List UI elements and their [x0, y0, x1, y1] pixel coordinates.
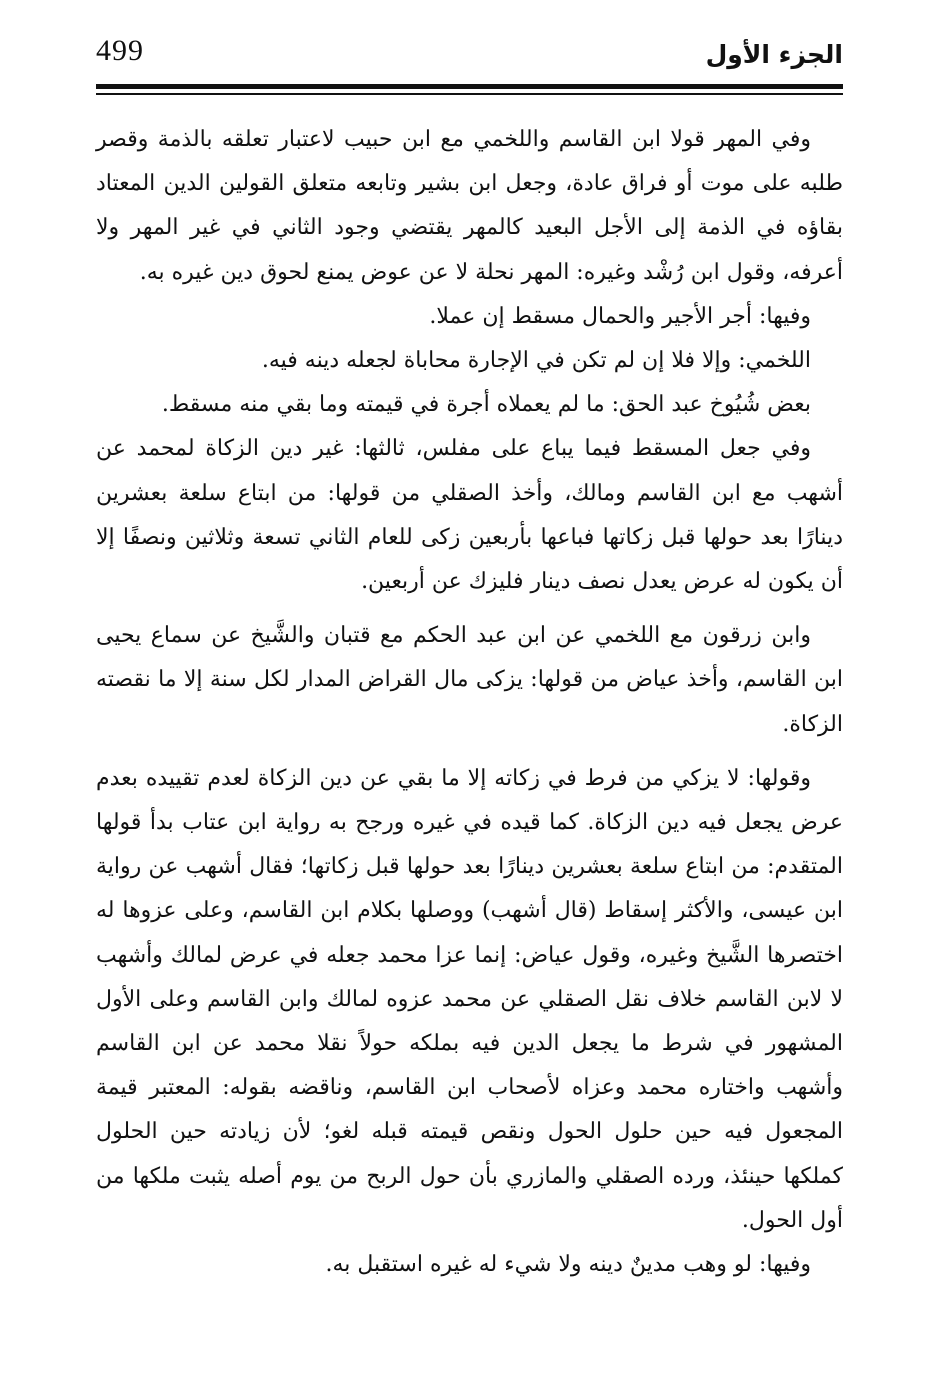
paragraph-2: وفيها: أجر الأجير والحمال مسقط إن عملا.: [429, 303, 811, 329]
paragraph-8: وفيها: لو وهب مدينٌ دينه ولا شيء له غيره استقبل به.: [325, 1252, 811, 1278]
paragraph-7: وقولها: لا يزكي من فرط في زكاته إلا ما بقي عن دين الزكاة لعدم تقييده بعدم عرض يجعل فيه دين الزكاة. كما قيده في غيره ورجح به رواية ابن عتاب بدأ قولها المتقدم: من ابتاع سلعة بعشرين دينارًا بعد حولها قبل زكاتها؛ فقال أشهب عن رواية ابن عيسى، والأكثر إسقاط (قال أشهب) ووصلها بكلام ابن القاسم، وعلى عزوها له اختصرها الشَّيخ وغيره، وقول عياض: إنما عزا محمد جعله في عرض لمالك وأشهب لا لابن القاسم خلاف نقل الصقلي عن محمد عزوه لمالك وابن القاسم وعلى الأول المشهور في شرط ما يجعل الدين فيه بملكه حولاً نقلا محمد عن ابن القاسم وأشهب واختاره محمد وعزاه لأصحاب ابن القاسم، وناقضه بقوله: المعتبر قيمة المجعول فيه حين حلول الحول ونقص قيمته قبله لغو؛ لأن زيادته حين الحلول كملكها حينئذ، ورده الصقلي والمازري بأن حول الربح من يوم أصله يثبت ملكها من أول الحول.: [96, 765, 843, 1233]
page-header: [96, 28, 843, 88]
paragraph-6: وابن زرقون مع اللخمي عن ابن عبد الحكم مع قتبان والشَّيخ عن سماع يحيى ابن القاسم، وأخذ عياض من قولها: يزكى مال القراض المدار لكل سنة إلا ما نقصته الزكاة.: [96, 623, 843, 737]
paragraph-3: اللخمي: وإلا فلا إن لم تكن في الإجارة محاباة لجعله دينه فيه.: [261, 348, 811, 374]
header-rule-thick: [96, 84, 843, 89]
paragraph-4: بعض شُيُوخ عبد الحق: ما لم يعملاه أجرة في قيمته وما بقي منه مسقط.: [161, 392, 811, 418]
paragraph-1: وفي المهر قولا ابن القاسم واللخمي مع ابن حبيب لاعتبار تعلقه بالذمة وقصر طلبه على موت أو فراق عادة، وجعل ابن بشير وتابعه متعلق القولين الدين المعتاد بقاؤه في الذمة إلى الأجل البعيد كالمهر يقتضي وجود الثاني في غير المهر ولا أعرفه، وقول ابن رُشْد وغيره: المهر نحلة لا عن عوض يمنع لحوق دين غيره به.: [96, 127, 843, 285]
header-rule-thin: [96, 93, 843, 95]
page-number: 499: [96, 34, 144, 67]
paragraph-5: وفي جعل المسقط فيما يباع على مفلس، ثالثها: غير دين الزكاة لمحمد عن أشهب مع ابن القاسم ومالك، وأخذ الصقلي من قولها: من ابتاع سلعة بعشرين دينارًا بعد حولها قبل زكاتها فباعها بأربعين زكى للعام الثاني تسعة وثلاثين ونصفًا إلا أن يكون له عرض يعدل نصف دينار فليزك عن أربعين.: [96, 436, 843, 595]
running-head: الجزء الأول: [705, 40, 843, 69]
page-body: [96, 118, 843, 1287]
